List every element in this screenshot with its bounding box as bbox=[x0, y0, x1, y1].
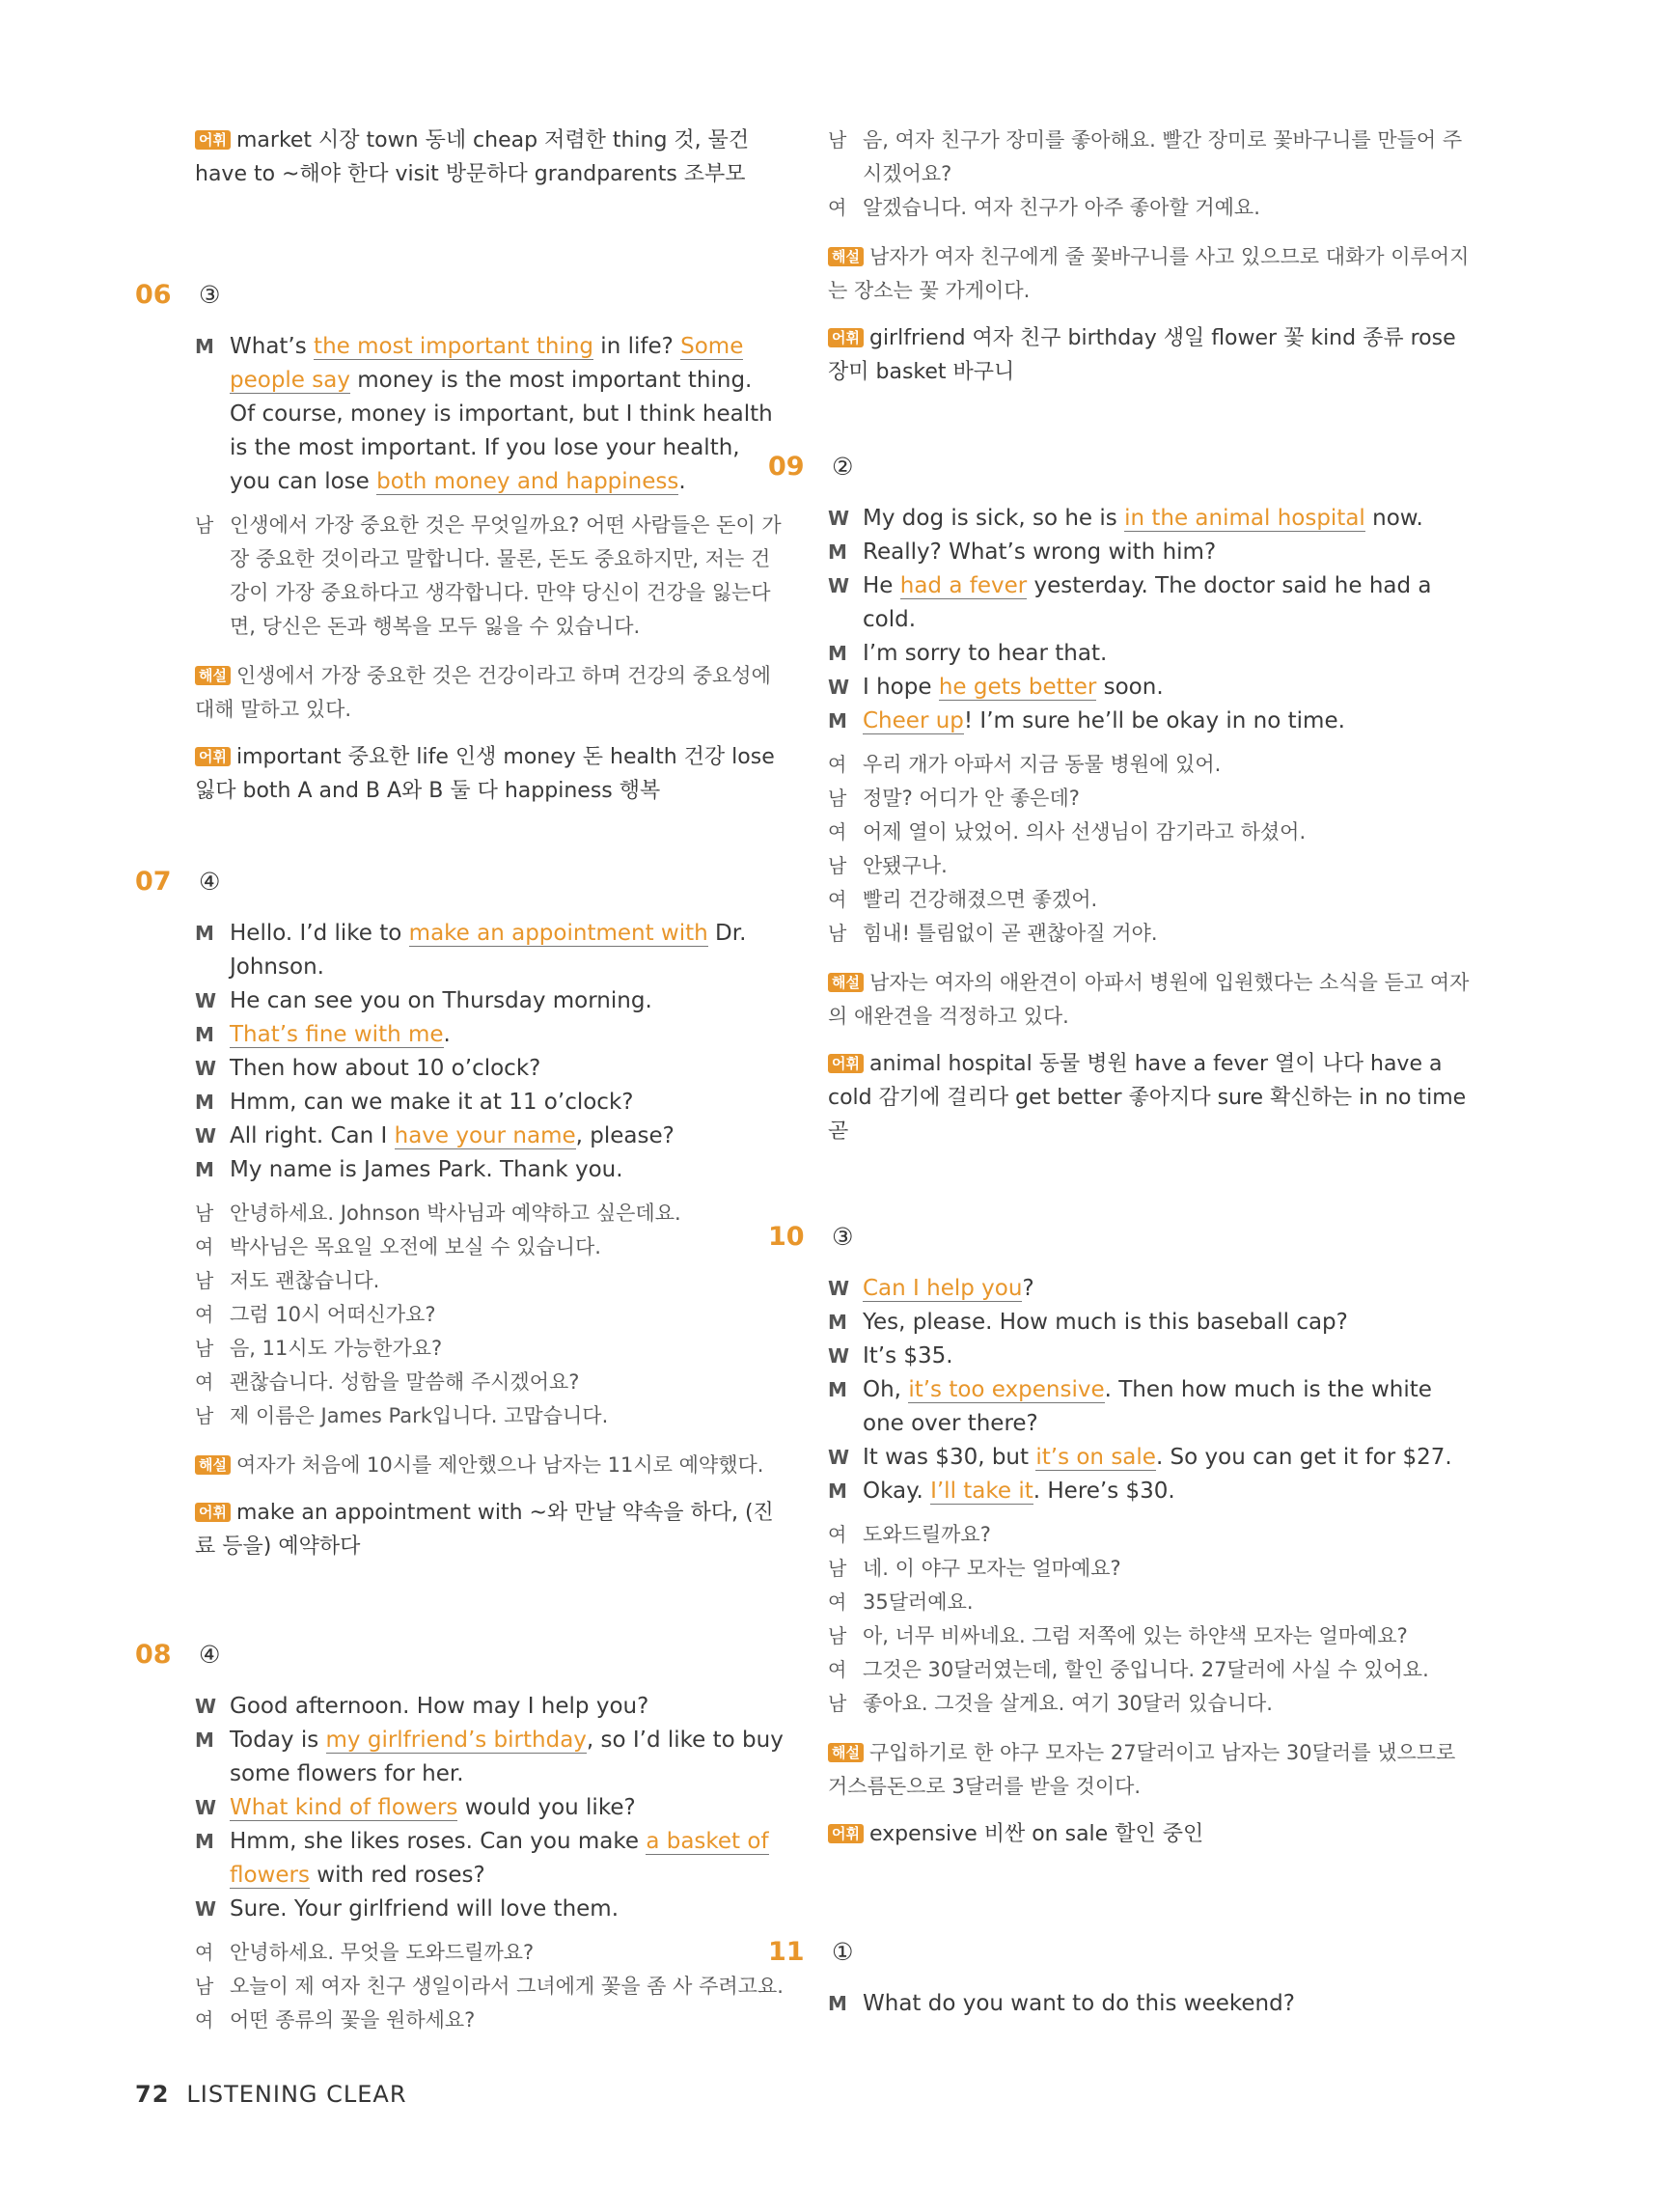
blank-answer: in the animal hospital bbox=[1124, 506, 1365, 531]
speaker-label: W bbox=[828, 1344, 850, 1368]
dialogue bbox=[195, 330, 784, 499]
dialogue-text: What do you want to do this weekend? bbox=[863, 1991, 1295, 2016]
dialogue-text: Good afternoon. How may I help you? bbox=[230, 1694, 649, 1719]
translation-line bbox=[828, 1552, 1470, 1586]
speaker-label: 남 bbox=[195, 1404, 214, 1427]
label-tag: 해설 bbox=[828, 247, 864, 266]
vocab-block-05 bbox=[195, 124, 784, 191]
speaker-label: W bbox=[828, 1446, 850, 1469]
speaker-label: 여 bbox=[195, 1303, 214, 1326]
speaker-label: M bbox=[828, 540, 847, 564]
translation bbox=[195, 1197, 784, 1433]
explanation bbox=[828, 240, 1470, 308]
blank-answer: Some people say bbox=[230, 334, 744, 393]
body-text: 남자가 여자 친구에게 줄 꽃바구니를 사고 있으므로 대화가 이루어지는 장소는 꽃 가게이다. bbox=[828, 245, 1470, 302]
translation-text: 오늘이 제 여자 친구 생일이라서 그녀에게 꽃을 좀 사 주려고요. bbox=[230, 1975, 784, 1998]
blank-answer: both money and happiness bbox=[376, 469, 679, 494]
explanation bbox=[828, 1736, 1470, 1804]
speaker-label: M bbox=[828, 1992, 847, 2015]
body-text: important 중요한 life 인생 money 돈 health 건강 lose 잃다 both A and B A와 B 둘 다 happiness 행복 bbox=[195, 745, 775, 803]
dialogue-line bbox=[828, 1475, 1470, 1508]
book-title: LISTENING CLEAR bbox=[186, 2081, 407, 2108]
translation-line bbox=[195, 1936, 784, 1970]
explanation bbox=[828, 966, 1470, 1034]
speaker-label: W bbox=[195, 1695, 217, 1718]
dialogue-text: It was $30, but bbox=[863, 1445, 1036, 1470]
translation-text: 빨리 건강해졌으면 좋겠어. bbox=[863, 888, 1098, 911]
speaker-label: W bbox=[195, 989, 217, 1012]
translation-line bbox=[195, 1197, 784, 1230]
dialogue-line bbox=[828, 1272, 1470, 1306]
answer-choice: ③ bbox=[832, 1223, 854, 1251]
translation-text: 그것은 30달러였는데, 할인 중입니다. 27달러에 사실 수 있어요. bbox=[863, 1658, 1429, 1681]
translation-text: 우리 개가 아파서 지금 동물 병원에 있어. bbox=[863, 753, 1222, 776]
dialogue-text: in life? bbox=[593, 334, 681, 359]
speaker-label: 남 bbox=[828, 128, 847, 152]
dialogue-line bbox=[828, 1373, 1470, 1441]
translation-line bbox=[828, 1653, 1470, 1687]
translation-text: 인생에서 가장 중요한 것은 무엇일까요? 어떤 사람들은 돈이 가장 중요한 것이라고 말합니다. 물론, 돈도 중요하지만, 저는 건강이 가장 중요하다고 생각합니다. 만약 당신이 건강을 잃는다면, 당신은 돈과 행복을 모두 잃을 수 있습니다. bbox=[230, 513, 782, 638]
speaker-label: M bbox=[195, 335, 214, 358]
speaker-label: M bbox=[828, 1378, 847, 1401]
blank-answer: have your name bbox=[394, 1123, 576, 1148]
question-08-continued bbox=[828, 124, 1470, 389]
dialogue-text: now. bbox=[1364, 506, 1423, 531]
dialogue-line bbox=[828, 536, 1470, 569]
blank-answer: the most important thing bbox=[314, 334, 593, 359]
translation-line bbox=[195, 1230, 784, 1264]
translation-text: 알겠습니다. 여자 친구가 아주 좋아할 거예요. bbox=[863, 196, 1260, 219]
dialogue-text: . Then how much is the white one over there? bbox=[863, 1377, 1432, 1436]
answer-choice: ② bbox=[832, 453, 854, 481]
dialogue-text: All right. Can I bbox=[230, 1123, 395, 1148]
dialogue-text: Hello. I’d like to bbox=[230, 921, 409, 946]
translation-line bbox=[828, 782, 1470, 816]
speaker-label: 여 bbox=[828, 888, 847, 911]
label-tag: 어휘 bbox=[828, 1824, 864, 1843]
translation bbox=[195, 509, 784, 644]
dialogue-text: Then how about 10 o’clock? bbox=[230, 1056, 541, 1081]
speaker-label: 남 bbox=[828, 922, 847, 945]
translation-text: 네. 이 야구 모자는 얼마예요? bbox=[863, 1557, 1121, 1580]
question-number: 07 bbox=[135, 867, 172, 897]
dialogue-line bbox=[195, 1893, 784, 1926]
dialogue-line bbox=[828, 671, 1470, 705]
dialogue bbox=[828, 502, 1470, 738]
speaker-label: W bbox=[828, 676, 850, 699]
speaker-label: 여 bbox=[828, 1590, 847, 1614]
dialogue-text: My name is James Park. Thank you. bbox=[230, 1157, 623, 1182]
speaker-label: W bbox=[195, 1124, 217, 1147]
dialogue-text: Hmm, she likes roses. Can you make bbox=[230, 1829, 647, 1854]
blank-answer: Can I help you bbox=[863, 1276, 1023, 1301]
question-07 bbox=[135, 865, 784, 1563]
blank-answer: had a fever bbox=[899, 573, 1028, 598]
label-tag: 해설 bbox=[828, 973, 864, 992]
dialogue-line bbox=[195, 984, 784, 1018]
translation-line bbox=[828, 191, 1470, 225]
speaker-label: W bbox=[828, 574, 850, 597]
translation-line bbox=[828, 1586, 1470, 1619]
speaker-label: M bbox=[828, 642, 847, 665]
dialogue-line bbox=[195, 1153, 784, 1187]
dialogue-text: I hope bbox=[863, 675, 939, 700]
label-tag: 어휘 bbox=[828, 1054, 864, 1073]
dialogue-text: . So you can get it for $27. bbox=[1155, 1445, 1452, 1470]
translation-text: 도와드릴까요? bbox=[863, 1523, 991, 1546]
label-tag: 해설 bbox=[195, 1455, 231, 1475]
translation-line bbox=[195, 2004, 784, 2037]
dialogue-line bbox=[195, 1724, 784, 1791]
dialogue-line bbox=[195, 1690, 784, 1724]
translation-text: 그럼 10시 어떠신가요? bbox=[230, 1303, 436, 1326]
translation-text: 음, 11시도 가능한가요? bbox=[230, 1337, 443, 1360]
question-11 bbox=[768, 1935, 1470, 2021]
translation-text: 저도 괜찮습니다. bbox=[230, 1269, 380, 1292]
translation-text: 힘내! 틀림없이 곧 괜찮아질 거야. bbox=[863, 922, 1158, 945]
dialogue-line bbox=[195, 1086, 784, 1120]
speaker-label: M bbox=[195, 1830, 214, 1853]
label-tag: 해설 bbox=[195, 666, 231, 685]
dialogue-text: I’m sorry to hear that. bbox=[863, 641, 1108, 666]
vocab-block bbox=[828, 1817, 1470, 1851]
speaker-label: M bbox=[828, 1311, 847, 1334]
speaker-label: 여 bbox=[195, 1941, 214, 1964]
body-text: 남자는 여자의 애완견이 아파서 병원에 입원했다는 소식을 듣고 여자의 애완견을 걱정하고 있다. bbox=[828, 971, 1470, 1028]
page-footer bbox=[135, 2081, 407, 2108]
dialogue-text: . bbox=[443, 1022, 451, 1047]
dialogue-text: soon. bbox=[1096, 675, 1164, 700]
translation-line bbox=[195, 1298, 784, 1332]
dialogue-text: My dog is sick, so he is bbox=[863, 506, 1125, 531]
speaker-label: 여 bbox=[828, 196, 847, 219]
dialogue-text: Today is bbox=[230, 1728, 326, 1753]
dialogue-line bbox=[828, 705, 1470, 738]
dialogue-line bbox=[195, 1825, 784, 1893]
translation-text: 음, 여자 친구가 장미를 좋아해요. 빨간 장미로 꽃바구니를 만들어 주시겠어요? bbox=[863, 128, 1463, 185]
vocab-tag: 어휘 bbox=[195, 130, 231, 150]
dialogue-text: Hmm, can we make it at 11 o’clock? bbox=[230, 1090, 634, 1115]
vocab-block bbox=[195, 1496, 784, 1563]
answer-choice: ④ bbox=[199, 868, 221, 896]
label-tag: 해설 bbox=[828, 1743, 864, 1762]
body-text: 인생에서 가장 중요한 것은 건강이라고 하며 건강의 중요성에 대해 말하고 있다. bbox=[195, 664, 771, 721]
speaker-label: M bbox=[195, 922, 214, 945]
question-number: 06 bbox=[135, 280, 172, 310]
translation-line bbox=[195, 509, 784, 644]
speaker-label: 남 bbox=[828, 1557, 847, 1580]
translation-line bbox=[195, 1399, 784, 1433]
body-text: 여자가 처음에 10시를 제안했으나 남자는 11시로 예약했다. bbox=[235, 1453, 764, 1477]
dialogue-text: would you like? bbox=[457, 1795, 636, 1820]
speaker-label: 남 bbox=[828, 854, 847, 877]
speaker-label: 여 bbox=[195, 1370, 214, 1394]
translation-text: 안녕하세요. 무엇을 도와드릴까요? bbox=[230, 1941, 535, 1964]
blank-answer: What kind of flowers bbox=[230, 1795, 458, 1820]
translation-line bbox=[828, 1687, 1470, 1721]
dialogue bbox=[828, 1272, 1470, 1508]
translation-text: 안녕하세요. Johnson 박사님과 예약하고 싶은데요. bbox=[230, 1202, 681, 1225]
translation-line bbox=[828, 1518, 1470, 1552]
speaker-label: 남 bbox=[195, 1337, 214, 1360]
translation-line bbox=[195, 1970, 784, 2004]
page-number: 72 bbox=[135, 2081, 170, 2108]
translation-line bbox=[828, 816, 1470, 849]
speaker-label: W bbox=[195, 1897, 217, 1921]
blank-answer: it’s too expensive bbox=[908, 1377, 1105, 1402]
answer-choice: ④ bbox=[199, 1641, 221, 1669]
speaker-label: 여 bbox=[828, 753, 847, 776]
dialogue-text: . bbox=[678, 469, 686, 494]
label-tag: 어휘 bbox=[195, 1503, 231, 1522]
speaker-label: 여 bbox=[828, 1523, 847, 1546]
translation-text: 박사님은 목요일 오전에 보실 수 있습니다. bbox=[230, 1235, 601, 1258]
translation-line bbox=[828, 849, 1470, 883]
dialogue-text: Sure. Your girlfriend will love them. bbox=[230, 1896, 620, 1922]
dialogue-line bbox=[828, 1441, 1470, 1475]
dialogue-text: Dr. Johnson. bbox=[230, 921, 747, 980]
dialogue-line bbox=[195, 1018, 784, 1052]
body-text: expensive 비싼 on sale 할인 중인 bbox=[868, 1822, 1204, 1846]
speaker-label: W bbox=[828, 507, 850, 530]
speaker-label: 남 bbox=[828, 787, 847, 810]
dialogue-line bbox=[828, 502, 1470, 536]
speaker-label: M bbox=[828, 1479, 847, 1503]
dialogue-text: He can see you on Thursday morning. bbox=[230, 988, 652, 1013]
speaker-label: M bbox=[195, 1158, 214, 1181]
dialogue-text: , please? bbox=[575, 1123, 675, 1148]
dialogue-text: Okay. bbox=[863, 1479, 931, 1504]
blank-answer: it’s on sale bbox=[1035, 1445, 1156, 1470]
dialogue-line bbox=[195, 1052, 784, 1086]
dialogue-text: . Here’s $30. bbox=[1033, 1479, 1175, 1504]
vocab-block bbox=[828, 1047, 1470, 1148]
speaker-label: 여 bbox=[195, 1235, 214, 1258]
translation-line bbox=[828, 1619, 1470, 1653]
dialogue bbox=[195, 1690, 784, 1926]
blank-answer: That’s fine with me bbox=[230, 1022, 444, 1047]
speaker-label: 여 bbox=[828, 1658, 847, 1681]
question-10 bbox=[768, 1220, 1470, 1851]
translation-line bbox=[828, 124, 1470, 191]
blank-answer: my girlfriend’s birthday bbox=[325, 1728, 587, 1753]
dialogue-line bbox=[828, 637, 1470, 671]
question-08 bbox=[135, 1638, 784, 2037]
label-tag: 어휘 bbox=[828, 328, 864, 347]
speaker-label: 남 bbox=[195, 513, 214, 537]
dialogue-line bbox=[828, 1306, 1470, 1340]
dialogue-line bbox=[195, 330, 784, 499]
translation bbox=[828, 748, 1470, 951]
translation-text: 제 이름은 James Park입니다. 고맙습니다. bbox=[230, 1404, 609, 1427]
translation-text: 어제 열이 났었어. 의사 선생님이 감기라고 하셨어. bbox=[863, 820, 1307, 843]
explanation bbox=[195, 659, 784, 727]
translation bbox=[828, 1518, 1470, 1721]
speaker-label: W bbox=[195, 1057, 217, 1080]
translation-text: 35달러예요. bbox=[863, 1590, 974, 1614]
dialogue-text: It’s $35. bbox=[863, 1343, 953, 1369]
translation-line bbox=[195, 1264, 784, 1298]
dialogue bbox=[195, 917, 784, 1187]
translation-line bbox=[195, 1366, 784, 1399]
dialogue-line bbox=[828, 1340, 1470, 1373]
dialogue-text: What’s bbox=[230, 334, 315, 359]
dialogue bbox=[828, 1987, 1470, 2021]
translation-line bbox=[828, 917, 1470, 951]
dialogue-text: with red roses? bbox=[309, 1863, 485, 1888]
body-text: animal hospital 동물 병원 have a fever 열이 나다 have a cold 감기에 걸리다 get better 좋아지다 sure 확신하는 in no time 곧 bbox=[828, 1052, 1467, 1144]
dialogue-line bbox=[195, 917, 784, 984]
dialogue-line bbox=[828, 569, 1470, 637]
dialogue-text: He bbox=[863, 573, 900, 598]
question-09 bbox=[768, 450, 1470, 1148]
dialogue-text: money is the most important thing. Of course, money is important, but I think health is the most important. If you lose your health, you can lose bbox=[230, 368, 773, 494]
speaker-label: W bbox=[828, 1277, 850, 1300]
translation-text: 좋아요. 그것을 살게요. 여기 30달러 있습니다. bbox=[863, 1692, 1273, 1715]
dialogue-text: Yes, please. How much is this baseball cap? bbox=[863, 1310, 1348, 1335]
translation-text: 안됐구나. bbox=[863, 854, 948, 877]
translation-line bbox=[195, 1332, 784, 1366]
dialogue-text: Really? What’s wrong with him? bbox=[863, 539, 1217, 565]
dialogue-line bbox=[828, 1987, 1470, 2021]
speaker-label: 남 bbox=[195, 1202, 214, 1225]
body-text: make an appointment with ~와 만날 약속을 하다, (진료 등을) 예약하다 bbox=[195, 1501, 774, 1559]
dialogue-text: ? bbox=[1022, 1276, 1034, 1301]
speaker-label: 남 bbox=[195, 1975, 214, 1998]
vocab-block bbox=[828, 321, 1470, 389]
translation-text: 괜찮습니다. 성함을 말씀해 주시겠어요? bbox=[230, 1370, 580, 1394]
speaker-label: 여 bbox=[828, 820, 847, 843]
answer-choice: ① bbox=[832, 1938, 854, 1966]
question-number: 11 bbox=[768, 1937, 805, 1967]
dialogue-text: Oh, bbox=[863, 1377, 909, 1402]
translation-line bbox=[828, 883, 1470, 917]
translation-text: 어떤 종류의 꽃을 원하세요? bbox=[230, 2008, 476, 2032]
vocab-block bbox=[195, 740, 784, 808]
speaker-label: W bbox=[195, 1796, 217, 1819]
translation-text: 정말? 어디가 안 좋은데? bbox=[863, 787, 1080, 810]
dialogue-text: yesterday. The doctor said he had a cold. bbox=[863, 573, 1432, 632]
answer-choice: ③ bbox=[199, 281, 221, 309]
body-text: market 시장 town 동네 cheap 저렴한 thing 것, 물건 have to ~해야 한다 visit 방문하다 grandparents 조부모 bbox=[195, 128, 750, 186]
dialogue-line bbox=[195, 1120, 784, 1153]
body-text: 구입하기로 한 야구 모자는 27달러이고 남자는 30달러를 냈으므로 거스름돈으로 3달러를 받을 것이다. bbox=[828, 1741, 1456, 1798]
translation bbox=[828, 124, 1470, 225]
speaker-label: M bbox=[195, 1728, 214, 1752]
speaker-label: M bbox=[828, 709, 847, 733]
blank-answer: Cheer up bbox=[863, 708, 964, 733]
blank-answer: he gets better bbox=[938, 675, 1097, 700]
blank-answer: I’ll take it bbox=[930, 1479, 1033, 1504]
speaker-label: M bbox=[195, 1023, 214, 1046]
speaker-label: 남 bbox=[195, 1269, 214, 1292]
blank-answer: make an appointment with bbox=[408, 921, 708, 946]
dialogue-line bbox=[195, 1791, 784, 1825]
speaker-label: M bbox=[195, 1091, 214, 1114]
question-number: 10 bbox=[768, 1222, 805, 1252]
question-06 bbox=[135, 278, 784, 808]
blank-answer: a basket of flowers bbox=[230, 1829, 769, 1888]
speaker-label: 여 bbox=[195, 2008, 214, 2032]
body-text: girlfriend 여자 친구 birthday 생일 flower 꽃 kind 종류 rose 장미 basket 바구니 bbox=[828, 326, 1456, 384]
question-number: 09 bbox=[768, 452, 805, 482]
translation-text: 아, 너무 비싸네요. 그럼 저쪽에 있는 하얀색 모자는 얼마예요? bbox=[863, 1624, 1408, 1647]
explanation bbox=[195, 1449, 784, 1482]
translation bbox=[195, 1936, 784, 2037]
speaker-label: 남 bbox=[828, 1624, 847, 1647]
dialogue-text: ! I’m sure he’ll be okay in no time. bbox=[963, 708, 1345, 733]
question-number: 08 bbox=[135, 1640, 172, 1670]
speaker-label: 남 bbox=[828, 1692, 847, 1715]
dialogue-text: , so I’d like to buy some flowers for her. bbox=[230, 1728, 784, 1786]
translation-line bbox=[828, 748, 1470, 782]
label-tag: 어휘 bbox=[195, 747, 231, 766]
